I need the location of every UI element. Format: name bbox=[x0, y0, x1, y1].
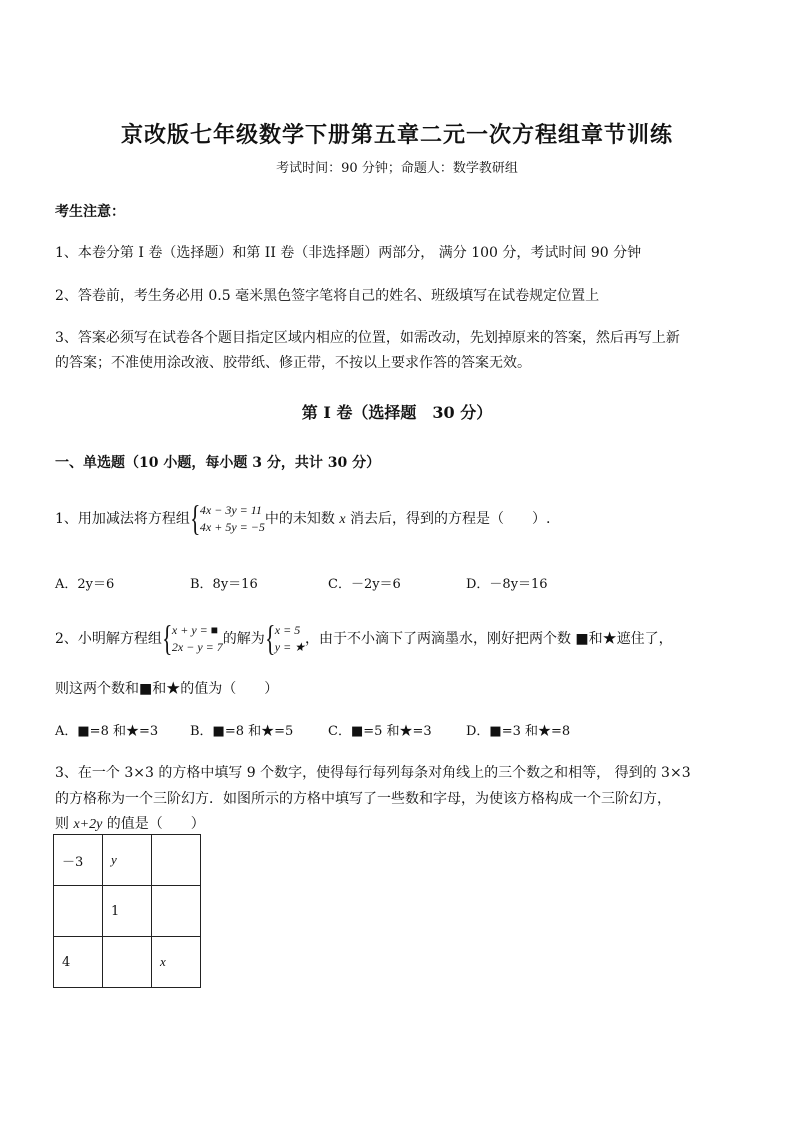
q2-equation-system: { x + y = ■ 2x − y = 7 bbox=[161, 618, 223, 658]
q3-line2: 的方格称为一个三阶幻方．如图所示的方格中填写了一些数和字母，为使该方格构成一个三阶幻方， bbox=[55, 791, 671, 807]
notice-heading: 考生注意： bbox=[55, 204, 125, 220]
grid-row bbox=[54, 886, 201, 937]
q1-suffix-a: 中的未知数 bbox=[264, 511, 340, 527]
grid-row bbox=[54, 835, 201, 886]
q1-eq1: 4x − 3y = 11 bbox=[199, 503, 262, 517]
grid-cell bbox=[103, 937, 152, 988]
q2-line2: 则这两个数和■和★的值为（ ） bbox=[55, 681, 279, 697]
q2-option-c[interactable]: C．■=5 和★=3 bbox=[328, 724, 432, 739]
question-1 bbox=[55, 498, 551, 538]
q1-option-d[interactable]: D．－8y＝16 bbox=[466, 577, 548, 592]
q1-variable: x bbox=[339, 512, 346, 527]
grid-cell: 4 bbox=[54, 937, 103, 988]
notice-item-2: 2、答卷前，考生务必用 0.5 毫米黑色签字笔将自己的姓名、班级填写在试卷规定位置上 bbox=[55, 288, 600, 304]
q2-option-b[interactable]: B．■=8 和★=5 bbox=[190, 724, 294, 739]
q2-eq2: 2x − y = 7 bbox=[171, 640, 223, 654]
exam-info: 考试时间：90 分钟；命题人：数学教研组 bbox=[276, 161, 518, 176]
q3-line3 bbox=[55, 813, 205, 833]
page-title: 京改版七年级数学下册第五章二元一次方程组章节训练 bbox=[120, 122, 673, 148]
q2-option-a[interactable]: A．■=8 和★=3 bbox=[55, 724, 159, 739]
grid-cell bbox=[152, 835, 201, 886]
section-title: 第 I 卷（选择题 30 分） bbox=[301, 403, 493, 422]
q1-option-a[interactable]: A．2y＝6 bbox=[55, 577, 115, 592]
q1-equation-system: { 4x − 3y = 11 4x + 5y = −5 bbox=[189, 498, 265, 538]
grid-cell: y bbox=[103, 835, 152, 886]
notice-item-3-line2: 的答案；不准使用涂改液、胶带纸、修正带，不按以上要求作答的答案无效。 bbox=[55, 355, 531, 371]
grid-cell bbox=[54, 886, 103, 937]
q2-solution: { x = 5 y = ★ bbox=[264, 618, 305, 658]
grid-cell: x bbox=[152, 937, 201, 988]
q1-prefix: 1、用加减法将方程组 bbox=[55, 511, 190, 527]
part-heading: 一、单选题（10 小题，每小题 3 分，共计 30 分） bbox=[55, 455, 381, 471]
q3-line3-a: 则 bbox=[55, 816, 74, 832]
q2-mid: 的解为 bbox=[222, 631, 265, 647]
notice-item-1: 1、本卷分第 I 卷（选择题）和第 II 卷（非选择题）两部分， 满分 100 分，考试时间 90 分钟 bbox=[55, 245, 642, 261]
q2-option-d[interactable]: D．■=3 和★=8 bbox=[466, 724, 571, 739]
q2-suffix: ，由于不小滴下了两滴墨水，刚好把两个数 ■和★遮住了， bbox=[304, 631, 673, 647]
question-2 bbox=[55, 618, 673, 658]
q3-line3-b: 的值是（ ） bbox=[102, 816, 205, 832]
q1-option-c[interactable]: C．－2y＝6 bbox=[328, 577, 401, 592]
q2-prefix: 2、小明解方程组 bbox=[55, 631, 162, 647]
q1-eq2: 4x + 5y = −5 bbox=[199, 520, 265, 534]
notice-item-3-line1: 3、答案必须写在试卷各个题目指定区域内相应的位置，如需改动，先划掉原来的答案，然后再写上新 bbox=[55, 330, 680, 346]
grid-cell bbox=[152, 886, 201, 937]
grid-row bbox=[54, 937, 201, 988]
grid-cell: 1 bbox=[103, 886, 152, 937]
magic-square-grid bbox=[53, 834, 201, 988]
q2-sol1: x = 5 bbox=[274, 623, 301, 637]
q2-sol2: y = ★ bbox=[274, 640, 305, 654]
grid-cell: －3 bbox=[54, 835, 103, 886]
q1-suffix-b: 消去后，得到的方程是（ ）. bbox=[345, 511, 551, 527]
q3-line1: 3、在一个 3×3 的方格中填写 9 个数字，使得每行每列每条对角线上的三个数之和相等， 得到的 3×3 bbox=[55, 765, 691, 781]
q1-option-b[interactable]: B．8y＝16 bbox=[190, 577, 258, 592]
q3-expression: x+2y bbox=[73, 817, 103, 832]
q2-eq1: x + y = ■ bbox=[171, 623, 219, 637]
